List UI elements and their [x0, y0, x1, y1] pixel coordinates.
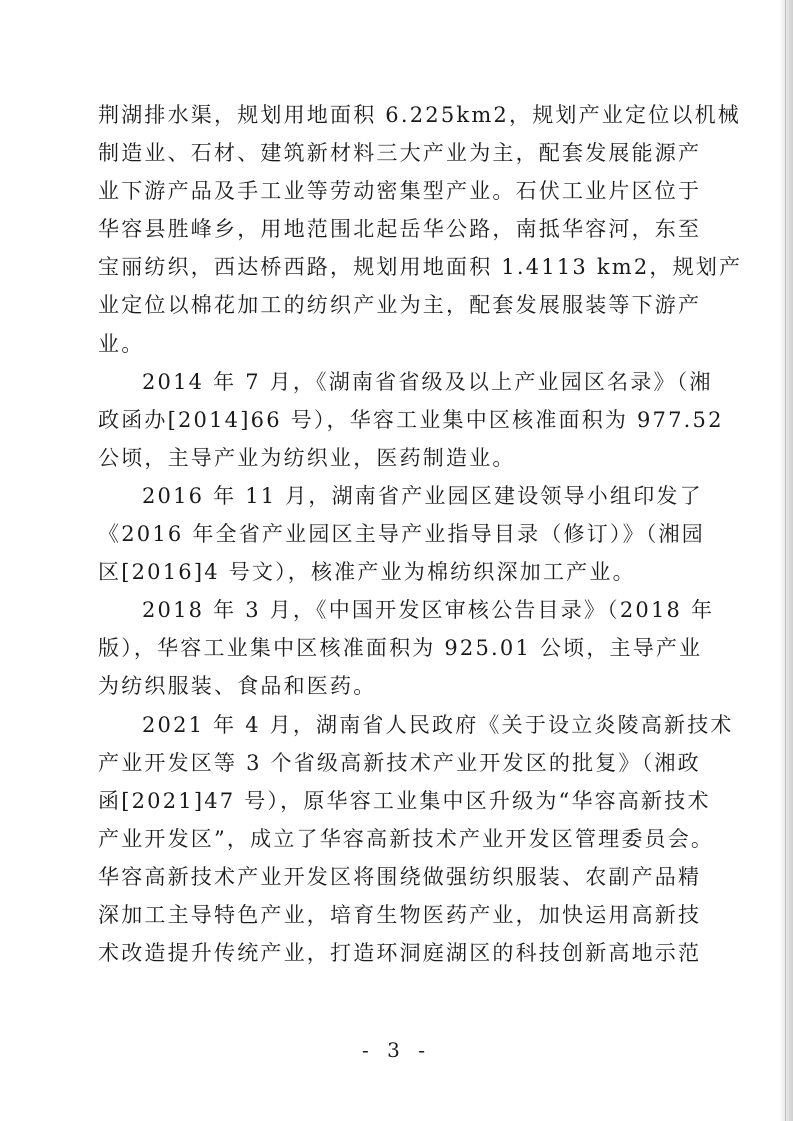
- text-line: 公顷，主导产业为纺织业，医药制造业。: [98, 445, 516, 470]
- paragraph-start-line: 2021 年 4 月，湖南省人民政府《关于设立炎陵高新技术: [142, 712, 734, 737]
- text-line: 宝丽纺织，西达桥西路，规划用地面积 1.4113 km2，规划产: [98, 255, 743, 280]
- text-line: 产业开发区等 3 个省级高新技术产业开发区的批复》（湘政: [98, 750, 701, 775]
- paragraph-start-line: 2016 年 11 月，湖南省产业园区建设领导小组印发了: [142, 483, 703, 508]
- text-line: 《2016 年全省产业园区主导产业指导目录（修订）》（湘园: [98, 522, 705, 547]
- text-line: 业下游产品及手工业等劳动密集型产业。石伏工业片区位于: [98, 179, 702, 204]
- text-line: 为纺织服装、食品和医药。: [98, 674, 377, 699]
- text-line: 函[2021]47 号），原华容工业集中区升级为“华容高新技术: [98, 788, 711, 813]
- body-text: [98, 96, 743, 972]
- text-line: 华容高新技术产业开发区将围绕做强纺织服装、农副产品精: [98, 864, 702, 889]
- text-line: 荆湖排水渠，规划用地面积 6.225km2，规划产业定位以机械: [98, 103, 741, 127]
- page-number: - 3 -: [362, 1038, 431, 1062]
- text-line: 业定位以棉花加工的纺织产业为主，配套发展服装等下游产: [98, 293, 702, 318]
- text-line: 产业开发区”，成立了华容高新技术产业开发区管理委员会。: [98, 826, 715, 851]
- scan-edge-line: [785, 0, 786, 1121]
- scan-edge-shadow: [779, 0, 793, 1121]
- text-line: 术改造提升传统产业，打造环洞庭湖区的科技创新高地示范: [98, 941, 702, 966]
- paragraph-start-line: 2014 年 7 月，《湖南省省级及以上产业园区名录》（湘: [142, 369, 713, 394]
- text-line: 深加工主导特色产业，培育生物医药产业，加快运用高新技: [98, 902, 702, 927]
- paragraph-start-line: 2018 年 3 月，《中国开发区审核公告目录》（2018 年: [142, 598, 715, 623]
- text-line: 政函办[2014]66 号），华容工业集中区核准面积为 977.52: [98, 407, 724, 432]
- text-line: 制造业、石材、建筑新材料三大产业为主，配套发展能源产: [98, 141, 702, 166]
- text-line: 业。: [98, 331, 145, 356]
- text-line: 华容县胜峰乡，用地范围北起岳华公路，南抵华容河，东至: [98, 217, 702, 242]
- text-line: 区[2016]4 号文），核准产业为棉纺织深加工产业。: [98, 560, 636, 585]
- text-line: 版），华容工业集中区核准面积为 925.01 公顷，主导产业: [98, 636, 703, 661]
